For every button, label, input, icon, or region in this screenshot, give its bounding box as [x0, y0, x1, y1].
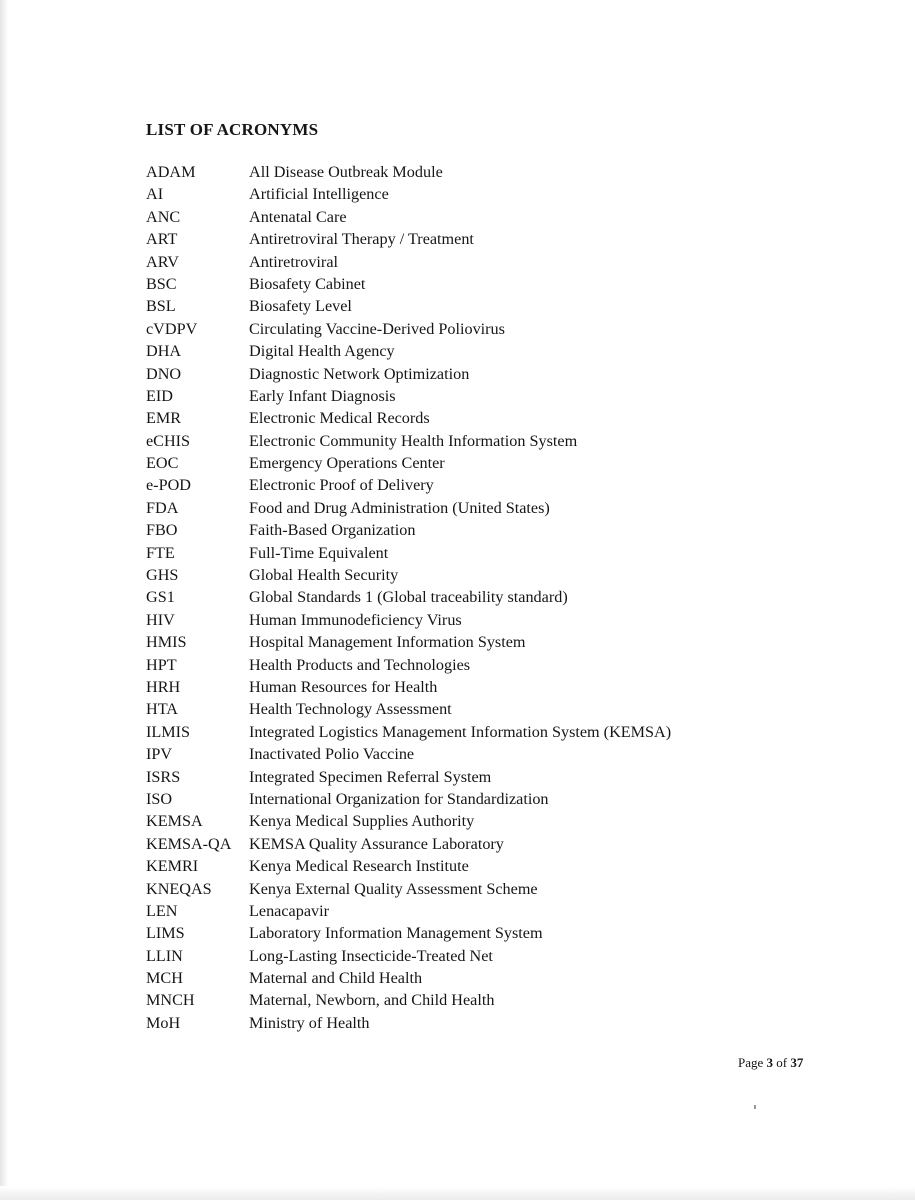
- acronym-row: [146, 631, 846, 653]
- acronym-row: [146, 788, 846, 810]
- acronym-row: [146, 833, 846, 855]
- acronym-definition: Health Products and Technologies: [249, 655, 471, 674]
- page-title: LIST OF ACRONYMS: [146, 120, 319, 139]
- acronym-row: [146, 363, 846, 385]
- acronym-row: [146, 318, 846, 340]
- acronym-row: [146, 519, 846, 541]
- acronym-abbreviation: HRH: [146, 677, 181, 696]
- acronym-row: [146, 474, 846, 496]
- acronym-abbreviation: cVDPV: [146, 319, 198, 338]
- acronym-definition: Kenya External Quality Assessment Scheme: [249, 879, 538, 898]
- acronym-row: [146, 676, 846, 698]
- page-label: Page: [738, 1055, 764, 1070]
- acronym-abbreviation: FDA: [146, 498, 179, 517]
- acronym-row: [146, 273, 846, 295]
- acronym-abbreviation: EMR: [146, 409, 182, 428]
- acronym-row: [146, 1012, 846, 1034]
- page-current: 3: [766, 1055, 774, 1070]
- page-of-label: of: [776, 1055, 788, 1070]
- acronym-abbreviation: FTE: [146, 543, 175, 562]
- acronym-row: [146, 900, 846, 922]
- acronym-row: [146, 766, 846, 788]
- acronym-abbreviation: DNO: [146, 364, 182, 383]
- acronym-definition: Inactivated Polio Vaccine: [249, 745, 415, 764]
- acronym-row: [146, 385, 846, 407]
- acronym-definition: Antiretroviral Therapy / Treatment: [249, 230, 474, 249]
- acronym-abbreviation: LEN: [146, 901, 178, 920]
- acronym-definition: Electronic Proof of Delivery: [249, 476, 434, 495]
- page-edge-shadow: [0, 0, 8, 1200]
- acronym-definition: Global Standards 1 (Global traceability standard): [249, 588, 568, 607]
- acronym-row: [146, 407, 846, 429]
- acronym-row: [146, 878, 846, 900]
- acronym-definition: Human Resources for Health: [249, 677, 438, 696]
- acronym-row: [146, 340, 846, 362]
- acronym-definition: Food and Drug Administration (United States): [249, 498, 550, 517]
- acronym-row: [146, 922, 846, 944]
- acronym-definition: Electronic Medical Records: [249, 409, 430, 428]
- page-bottom-shadow: [0, 1186, 915, 1200]
- acronym-row: [146, 183, 846, 205]
- acronym-abbreviation: MCH: [146, 969, 183, 988]
- acronym-definition: Lenacapavir: [249, 901, 329, 920]
- acronym-definition: Emergency Operations Center: [249, 454, 445, 473]
- acronym-abbreviation: KNEQAS: [146, 879, 212, 898]
- acronym-abbreviation: ART: [146, 230, 178, 249]
- acronym-definition: Digital Health Agency: [249, 342, 395, 361]
- acronym-row: [146, 654, 846, 676]
- acronym-abbreviation: ISO: [146, 789, 173, 808]
- acronym-row: [146, 228, 846, 250]
- acronym-abbreviation: HPT: [146, 655, 177, 674]
- acronym-definition: Maternal and Child Health: [249, 969, 423, 988]
- acronym-definition: Circulating Vaccine-Derived Poliovirus: [249, 319, 505, 338]
- acronym-abbreviation: KEMSA: [146, 812, 203, 831]
- acronym-abbreviation: AI: [146, 185, 164, 204]
- acronym-abbreviation: e-POD: [146, 476, 191, 495]
- acronym-row: [146, 586, 846, 608]
- acronym-row: [146, 497, 846, 519]
- acronym-row: [146, 855, 846, 877]
- acronym-abbreviation: ARV: [146, 252, 179, 271]
- acronym-abbreviation: DHA: [146, 342, 182, 361]
- acronym-definition: Laboratory Information Management System: [249, 924, 543, 943]
- acronym-abbreviation: KEMRI: [146, 857, 199, 876]
- acronym-row: [146, 251, 846, 273]
- acronym-row: [146, 542, 846, 564]
- acronym-row: [146, 161, 846, 183]
- acronym-abbreviation: EOC: [146, 454, 179, 473]
- acronym-definition: Full-Time Equivalent: [249, 543, 389, 562]
- acronym-row: [146, 430, 846, 452]
- acronym-row: [146, 452, 846, 474]
- acronym-definition: Long-Lasting Insecticide-Treated Net: [249, 946, 493, 965]
- acronym-abbreviation: MoH: [146, 1013, 181, 1032]
- acronym-definition: Faith-Based Organization: [249, 521, 416, 540]
- acronym-abbreviation: HMIS: [146, 633, 187, 652]
- acronym-abbreviation: ANC: [146, 207, 181, 226]
- acronym-definition: Early Infant Diagnosis: [249, 386, 396, 405]
- acronym-definition: Biosafety Level: [249, 297, 352, 316]
- acronym-row: [146, 564, 846, 586]
- acronym-definition: Integrated Specimen Referral System: [249, 767, 492, 786]
- page-number: [738, 1055, 803, 1071]
- acronym-definition: Health Technology Assessment: [249, 700, 452, 719]
- acronym-abbreviation: ADAM: [146, 163, 196, 181]
- acronym-list: [146, 161, 846, 1034]
- acronym-abbreviation: eCHIS: [146, 431, 191, 450]
- acronym-definition: KEMSA Quality Assurance Laboratory: [249, 834, 504, 853]
- acronym-abbreviation: FBO: [146, 521, 178, 540]
- acronym-definition: International Organization for Standardization: [249, 789, 549, 808]
- acronym-abbreviation: BSL: [146, 297, 176, 316]
- acronym-definition: Ministry of Health: [249, 1013, 370, 1032]
- acronym-row: [146, 810, 846, 832]
- acronym-row: [146, 206, 846, 228]
- acronym-definition: Diagnostic Network Optimization: [249, 364, 470, 383]
- acronym-abbreviation: GHS: [146, 566, 179, 585]
- acronym-definition: Global Health Security: [249, 566, 399, 585]
- acronym-row: [146, 295, 846, 317]
- acronym-abbreviation: GS1: [146, 588, 175, 607]
- acronym-row: [146, 945, 846, 967]
- acronym-definition: All Disease Outbreak Module: [249, 163, 443, 181]
- acronym-row: [146, 967, 846, 989]
- acronym-row: [146, 721, 846, 743]
- acronym-row: [146, 989, 846, 1011]
- acronym-abbreviation: ILMIS: [146, 722, 191, 741]
- acronym-definition: Antenatal Care: [249, 207, 347, 226]
- acronym-abbreviation: MNCH: [146, 991, 195, 1010]
- acronym-abbreviation: IPV: [146, 745, 173, 764]
- acronym-row: [146, 698, 846, 720]
- acronym-definition: Biosafety Cabinet: [249, 274, 366, 293]
- scan-speck: [754, 1105, 756, 1109]
- acronym-definition: Maternal, Newborn, and Child Health: [249, 991, 495, 1010]
- acronym-abbreviation: ISRS: [146, 767, 181, 786]
- page-total: 37: [790, 1055, 804, 1070]
- acronym-abbreviation: LIMS: [146, 924, 185, 943]
- acronym-definition: Human Immunodeficiency Virus: [249, 610, 462, 629]
- acronym-definition: Electronic Community Health Information System: [249, 431, 578, 450]
- acronym-row: [146, 743, 846, 765]
- acronym-definition: Kenya Medical Research Institute: [249, 857, 469, 876]
- acronym-abbreviation: HIV: [146, 610, 175, 629]
- acronym-definition: Antiretroviral: [249, 252, 338, 271]
- acronym-definition: Kenya Medical Supplies Authority: [249, 812, 475, 831]
- acronym-row: [146, 609, 846, 631]
- acronym-definition: Artificial Intelligence: [249, 185, 389, 204]
- acronym-abbreviation: BSC: [146, 274, 177, 293]
- acronym-abbreviation: HTA: [146, 700, 178, 719]
- acronym-definition: Hospital Management Information System: [249, 633, 526, 652]
- acronym-abbreviation: KEMSA-QA: [146, 834, 232, 853]
- acronym-abbreviation: LLIN: [146, 946, 183, 965]
- acronym-abbreviation: EID: [146, 386, 173, 405]
- acronym-definition: Integrated Logistics Management Information System (KEMSA): [249, 722, 672, 741]
